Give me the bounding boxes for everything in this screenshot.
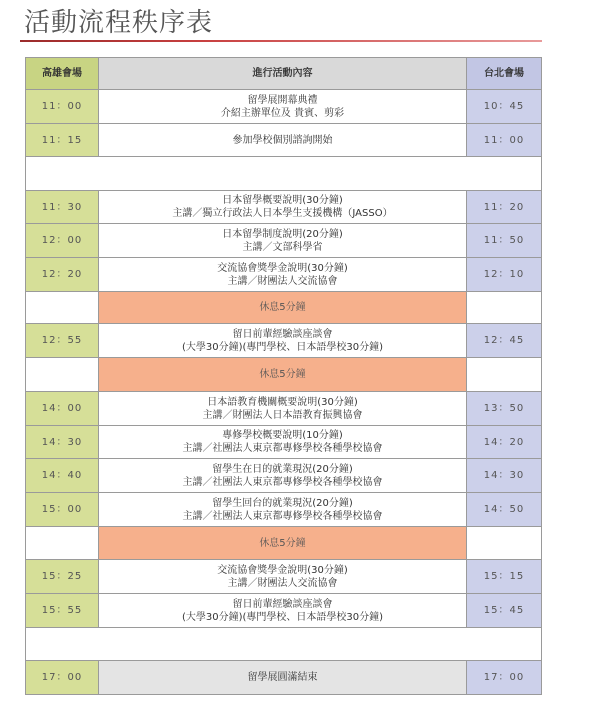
kaohsiung-time: 14：40 xyxy=(26,459,99,493)
program-line: 主講／文部科學省 xyxy=(242,241,323,253)
table-row xyxy=(26,560,542,594)
program-cell xyxy=(99,493,467,527)
taipei-time: 12：10 xyxy=(467,258,542,292)
program-line: 主講／社團法人東京都專修學校各種學校協會 xyxy=(182,476,383,488)
program-cell xyxy=(99,392,467,426)
kaohsiung-time: 14：00 xyxy=(26,392,99,426)
kaohsiung-time: 15：00 xyxy=(26,493,99,527)
program-line: 留日前輩經驗談座談會 xyxy=(232,598,333,610)
program-line: 留學生回台的就業現況(20分鐘) xyxy=(212,497,353,509)
taipei-time: 11：00 xyxy=(467,124,542,157)
end-row xyxy=(26,661,542,695)
table-row xyxy=(26,224,542,258)
taipei-time: 17：00 xyxy=(467,661,542,695)
program-line: 留日前輩經驗談座談會 xyxy=(232,328,333,340)
taipei-time: 15：15 xyxy=(467,560,542,594)
program-cell xyxy=(99,459,467,493)
table-row xyxy=(26,493,542,527)
break-row xyxy=(26,292,542,324)
empty-cell xyxy=(26,358,99,392)
header-program: 進行活動內容 xyxy=(99,58,467,90)
program-cell xyxy=(99,324,467,358)
kaohsiung-time: 17：00 xyxy=(26,661,99,695)
kaohsiung-time: 11：30 xyxy=(26,191,99,224)
program-line: 主講／財團法人交流協會 xyxy=(227,577,338,589)
break-cell: 休息5分鐘 xyxy=(99,292,467,324)
program-line: 交流協會獎學金說明(30分鐘) xyxy=(217,564,348,576)
program-cell xyxy=(99,560,467,594)
taipei-time: 11：50 xyxy=(467,224,542,258)
break-row xyxy=(26,358,542,392)
program-cell xyxy=(99,594,467,628)
kaohsiung-time: 12：20 xyxy=(26,258,99,292)
schedule-table xyxy=(25,57,542,695)
table-row xyxy=(26,258,542,292)
program-line: (大學30分鐘)(專門學校、日本語學校30分鐘) xyxy=(181,611,384,623)
taipei-time: 14：30 xyxy=(467,459,542,493)
kaohsiung-time: 15：25 xyxy=(26,560,99,594)
break-cell: 休息5分鐘 xyxy=(99,358,467,392)
spacer-row xyxy=(26,157,542,191)
program-cell xyxy=(99,191,467,224)
table-row xyxy=(26,392,542,426)
schedule-body xyxy=(26,90,542,695)
empty-cell xyxy=(26,292,99,324)
kaohsiung-time: 11：15 xyxy=(26,124,99,157)
program-line: 主講／社團法人東京都專修學校各種學校協會 xyxy=(182,443,383,454)
kaohsiung-time: 12：55 xyxy=(26,324,99,358)
empty-cell xyxy=(467,358,542,392)
program-line: 日本留學制度說明(20分鐘) xyxy=(222,228,343,240)
empty-cell xyxy=(467,527,542,560)
table-row xyxy=(26,90,542,124)
program-cell xyxy=(99,258,467,292)
header-row xyxy=(26,58,542,90)
program-line: 留學展開幕典禮 xyxy=(247,94,318,106)
empty-cell xyxy=(26,527,99,560)
program-line: 留學生在日的就業現況(20分鐘) xyxy=(212,463,353,475)
taipei-time: 13：50 xyxy=(467,392,542,426)
table-row xyxy=(26,594,542,628)
program-line: 主講／財團法人交流協會 xyxy=(227,275,338,287)
taipei-time: 12：45 xyxy=(467,324,542,358)
program-line: 介紹主辦單位及 貴賓、剪彩 xyxy=(220,107,345,119)
program-line: 專修學校概要說明(10分鐘) xyxy=(222,430,343,441)
page-title: 活動流程秩序表 xyxy=(24,8,214,38)
program-cell xyxy=(99,124,467,157)
spacer-cell xyxy=(26,628,542,661)
table-row xyxy=(26,324,542,358)
empty-cell xyxy=(467,292,542,324)
taipei-time: 15：45 xyxy=(467,594,542,628)
program-line: 主講／財團法人日本語教育振興協會 xyxy=(202,409,363,421)
spacer-cell xyxy=(26,157,542,191)
taipei-time: 10：45 xyxy=(467,90,542,124)
kaohsiung-time: 14：30 xyxy=(26,426,99,459)
program-line: 主講／社團法人東京都專修學校各種學校協會 xyxy=(182,510,383,522)
table-row xyxy=(26,459,542,493)
spacer-row xyxy=(26,628,542,661)
taipei-time: 14：20 xyxy=(467,426,542,459)
program-line: 日本語教育機關概要說明(30分鐘) xyxy=(207,396,358,408)
taipei-time: 14：50 xyxy=(467,493,542,527)
break-row xyxy=(26,527,542,560)
kaohsiung-time: 11：00 xyxy=(26,90,99,124)
table-row xyxy=(26,124,542,157)
program-cell xyxy=(99,90,467,124)
header-taipei: 台北會場 xyxy=(467,58,542,90)
program-line: 日本留學概要說明(30分鐘) xyxy=(222,195,343,206)
program-cell: 留學展圓滿結束 xyxy=(99,661,467,695)
program-cell xyxy=(99,426,467,459)
program-line: (大學30分鐘)(專門學校、日本語學校30分鐘) xyxy=(181,341,384,353)
table-row xyxy=(26,191,542,224)
program-line: 主講／獨立行政法人日本學生支援機構（JASSO） xyxy=(172,208,393,219)
program-line: 交流協會獎學金說明(30分鐘) xyxy=(217,262,348,274)
taipei-time: 11：20 xyxy=(467,191,542,224)
title-underline xyxy=(20,40,542,42)
header-kaohsiung: 高雄會場 xyxy=(26,58,99,90)
program-line: 參加學校個別諮詢開始 xyxy=(232,134,333,146)
program-cell xyxy=(99,224,467,258)
break-cell: 休息5分鐘 xyxy=(99,527,467,560)
table-row xyxy=(26,426,542,459)
kaohsiung-time: 12：00 xyxy=(26,224,99,258)
kaohsiung-time: 15：55 xyxy=(26,594,99,628)
